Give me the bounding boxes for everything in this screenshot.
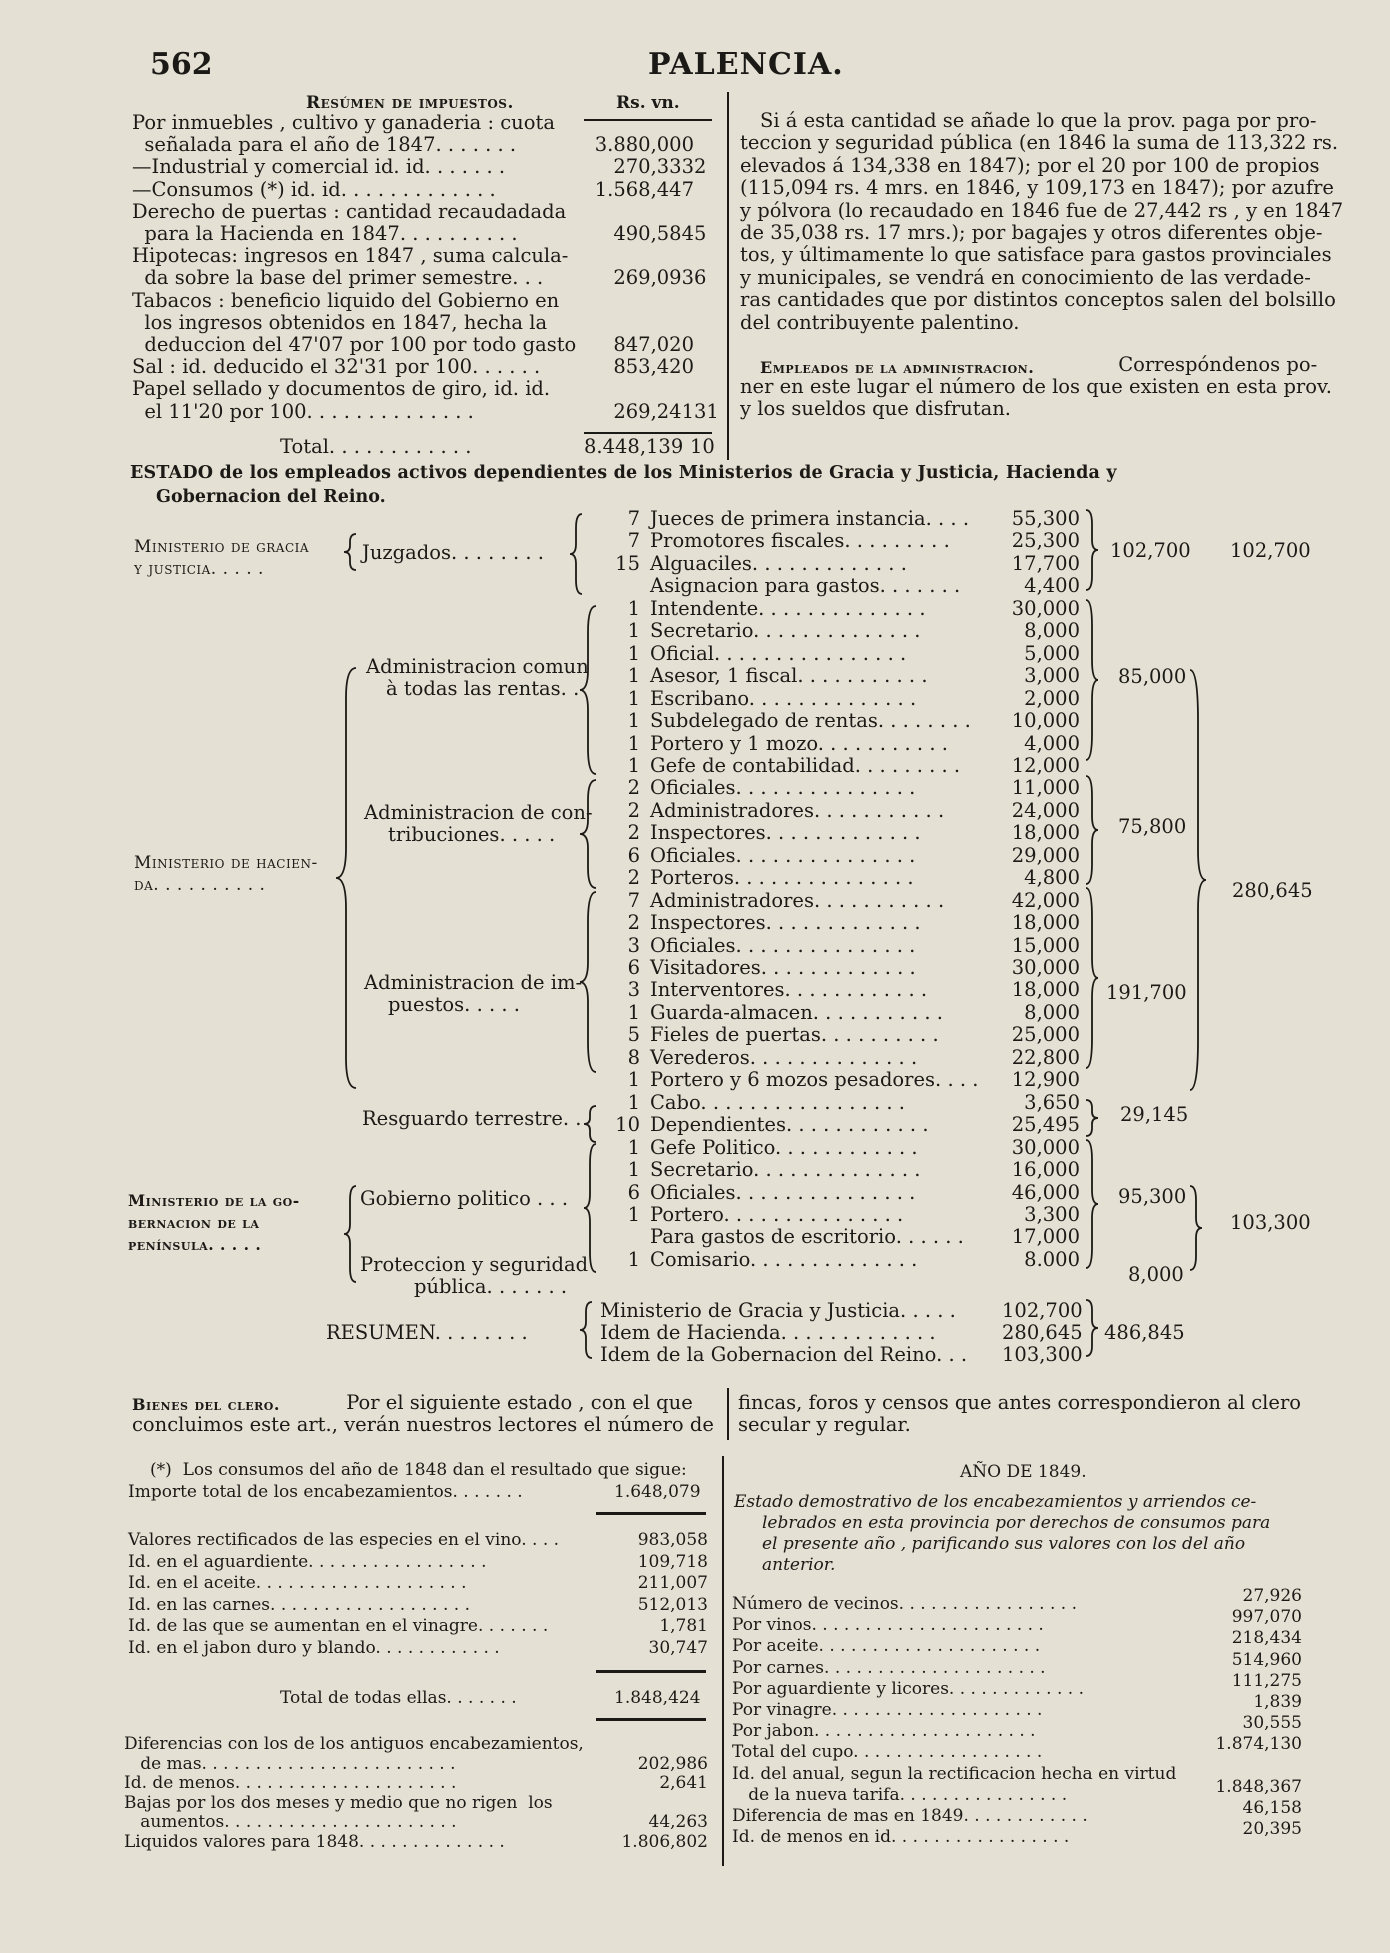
- item-amount: 2,000: [1024, 686, 1080, 710]
- anio-row-value: 27,926: [1242, 1586, 1302, 1606]
- item-description: Oficial. . . . . . . . . . . . . . . .: [650, 641, 907, 665]
- consumo-label: Id. en el aguardiente. . . . . . . . . . . . . . . . .: [128, 1551, 487, 1572]
- item-amount: 4,000: [1024, 731, 1080, 755]
- section-resguardo: Resguardo terrestre. .: [362, 1107, 582, 1130]
- consumo-value: 109,718: [637, 1551, 708, 1572]
- item-count: 6: [627, 843, 640, 867]
- item-amount: 42,000: [1011, 888, 1080, 912]
- anio-row-label: Por aguardiente y licores. . . . . . . . . . . . .: [732, 1678, 1085, 1699]
- brace-admin-comun: [580, 606, 596, 774]
- brace-hacienda: [336, 668, 356, 1088]
- item-count: 5: [627, 1023, 640, 1047]
- anio-subtitle-line: Estado demostrativo de los encabezamientos y arriendos ce-: [734, 1492, 1257, 1512]
- valores-rule: [596, 1670, 706, 1673]
- impuesto-label: para la Hacienda en 1847. . . . . . . . . .: [132, 222, 518, 245]
- item-count: 7: [627, 507, 640, 530]
- item-count: 1: [627, 596, 640, 620]
- section-juzgados: Juzgados. . . . . . . .: [362, 541, 544, 564]
- item-amount: 3,650: [1024, 1090, 1080, 1114]
- resumen-amt-2: 103,300: [1002, 1343, 1083, 1366]
- item-count: 6: [627, 1180, 640, 1204]
- item-description: Inspectores. . . . . . . . . . . . .: [650, 911, 921, 935]
- column-divider-mid: [727, 1388, 729, 1440]
- section-impuestos-1: Administracion de im-: [364, 971, 583, 994]
- anio-row-label: de la nueva tarifa. . . . . . . . . . . . . . . .: [732, 1784, 1068, 1805]
- item-amount: 25,300: [1011, 529, 1080, 553]
- consumo-label: Id. de las que se aumentan en el vinagre. . . . . . .: [128, 1616, 549, 1636]
- impuestos-title: Resúmen de impuestos.: [306, 93, 514, 113]
- impuestos-col-header: Rs. vn.: [616, 93, 680, 113]
- paragraph-line: ras cantidades que por distintos conceptos salen del bolsillo: [740, 288, 1336, 312]
- impuesto-cents: 6: [694, 266, 707, 290]
- brace-gracia: [344, 534, 356, 570]
- item-amount: 8.000: [1024, 1247, 1080, 1271]
- item-description: Jueces de primera instancia. . . .: [650, 507, 970, 530]
- subtotal-resguardo: 29,145: [1120, 1103, 1189, 1126]
- section-admin-comun-2: à todas las rentas. .: [386, 677, 580, 700]
- item-count: 10: [615, 1113, 640, 1137]
- consumo-value: 983,058: [637, 1530, 708, 1550]
- paragraph-line: y municipales, se vendrá en conocimiento de las verdade-: [740, 265, 1311, 289]
- item-count: 1: [627, 1158, 640, 1182]
- item-description: Porteros. . . . . . . . . . . . . . .: [650, 866, 914, 890]
- brace-r-hacienda: [1190, 670, 1206, 1090]
- item-amount: 4,400: [1024, 574, 1080, 598]
- diferencia-label: Bajas por los dos meses y medio que no rigen los: [124, 1792, 553, 1813]
- anio-row-value: 218,434: [1231, 1628, 1302, 1649]
- impuesto-value: 269,241: [613, 399, 694, 423]
- brace-contrib: [580, 780, 596, 888]
- bienes-right-1: secular y regular.: [738, 1413, 911, 1436]
- consumos-total-label: Total de todas ellas. . . . . . .: [280, 1688, 517, 1708]
- item-count: 1: [627, 1202, 640, 1226]
- item-amount: 16,000: [1011, 1158, 1080, 1182]
- anio-subtitle-line: anterior.: [762, 1555, 836, 1575]
- section-proteccion-1: Proteccion y seguridad: [360, 1253, 589, 1276]
- resumen-desc-2: Idem de la Gobernacion del Reino. . .: [600, 1343, 968, 1366]
- item-description: Portero. . . . . . . . . . . . . . .: [650, 1202, 904, 1226]
- item-amount: 15,000: [1011, 933, 1080, 957]
- item-description: Oficiales. . . . . . . . . . . . . . .: [650, 776, 916, 800]
- anio-row-value: 20,395: [1242, 1819, 1302, 1840]
- item-count: 2: [627, 798, 640, 822]
- item-amount: 22,800: [1011, 1045, 1080, 1069]
- consumo-value: 512,013: [637, 1594, 708, 1615]
- page-number: 562: [150, 47, 213, 82]
- item-count: 1: [627, 1135, 640, 1159]
- column-divider-bottom: [722, 1456, 724, 1866]
- paragraph-line: teccion y seguridad pública (en 1846 la suma de 113,322 rs.: [740, 131, 1339, 155]
- ministry-gobernacion-line1: Ministerio de la go-: [128, 1191, 300, 1210]
- anio-row-value: 111,275: [1231, 1670, 1302, 1691]
- total-gracia: 102,700: [1230, 539, 1311, 562]
- ministry-gobernacion-line3: península. . . . .: [128, 1235, 262, 1254]
- empleados-text-1: ner en este lugar el número de los que existen en esta prov.: [740, 375, 1332, 398]
- item-amount: 18,000: [1011, 978, 1080, 1002]
- anio-row-value: 1,839: [1253, 1692, 1302, 1712]
- estado-title-line1: ESTADO de los empleados activos dependientes de los Ministerios de Gracia y Justicia, Hacienda y: [130, 463, 1117, 483]
- item-description: Inspectores. . . . . . . . . . . . .: [650, 821, 921, 845]
- section-admin-comun-1: Administracion comun: [366, 655, 589, 678]
- diferencia-value: 44,263: [648, 1812, 708, 1833]
- paragraph-line: elevados á 134,338 en 1847); por el 20 por 100 de propios: [740, 153, 1320, 177]
- consumo-label: Id. en el aceite. . . . . . . . . . . . . . . . . . . .: [128, 1573, 467, 1593]
- item-amount: 55,300: [1011, 507, 1080, 530]
- consumo-value: 211,007: [637, 1573, 708, 1593]
- item-description: Cabo. . . . . . . . . . . . . . . . .: [650, 1090, 905, 1114]
- brace-r-gobernacion: [1190, 1186, 1202, 1270]
- impuesto-label: Tabacos : beneficio liquido del Gobierno en: [132, 288, 560, 312]
- item-description: Administradores. . . . . . . . . . .: [650, 798, 945, 822]
- resumen-amt-0: 102,700: [1002, 1299, 1083, 1322]
- item-count: 2: [627, 776, 640, 800]
- ministry-gobernacion-line2: bernacion de la: [128, 1213, 260, 1232]
- item-count: 7: [627, 529, 640, 553]
- item-amount: 25,495: [1011, 1113, 1080, 1137]
- impuesto-label: Derecho de puertas : cantidad recaudadada: [132, 199, 567, 223]
- item-amount: 29,000: [1011, 843, 1080, 867]
- subtotal-contrib: 75,800: [1118, 815, 1187, 838]
- impuesto-cents: 5: [694, 222, 707, 245]
- item-count: 1: [627, 731, 640, 755]
- anio-row-value: 30,555: [1242, 1713, 1302, 1734]
- item-description: Intendente. . . . . . . . . . . . . .: [650, 596, 926, 620]
- item-description: Visitadores. . . . . . . . . . . . .: [650, 956, 916, 979]
- item-count: 1: [627, 1068, 640, 1092]
- item-description: Interventores. . . . . . . . . . . .: [650, 978, 928, 1002]
- impuestos-total-label: Total. . . . . . . . . . . .: [280, 435, 472, 458]
- diferencia-value: 202,986: [637, 1753, 708, 1774]
- anio-row-label: Número de vecinos. . . . . . . . . . . . . . . . .: [732, 1594, 1077, 1614]
- anio-row-value: 514,960: [1231, 1649, 1302, 1670]
- anio-row-label: Id. del anual, segun la rectificacion hecha en virtud: [732, 1763, 1177, 1784]
- subtotal-proteccion: 8,000: [1128, 1263, 1184, 1286]
- item-amount: 8,000: [1024, 1000, 1080, 1024]
- item-count: 1: [627, 753, 640, 777]
- item-description: Dependientes. . . . . . . . . . . .: [650, 1113, 929, 1137]
- subtotal-impuestos: 191,700: [1106, 981, 1187, 1004]
- item-amount: 25,000: [1011, 1023, 1080, 1047]
- empleados-heading: Empleados de la administracion.: [760, 358, 1035, 377]
- impuesto-label: Sal : id. deducido el 32'31 por 100. . . . . .: [132, 355, 541, 379]
- anio-title: AÑO DE 1849.: [960, 1462, 1087, 1482]
- consumo-label: Id. en el jabon duro y blando. . . . . . . . . . . .: [128, 1637, 500, 1658]
- section-proteccion-2: pública. . . . . . .: [414, 1275, 568, 1298]
- item-count: 15: [615, 551, 640, 575]
- item-description: Para gastos de escritorio. . . . . .: [650, 1225, 964, 1249]
- impuesto-label: da sobre la base del primer semestre. . .: [132, 266, 544, 290]
- item-description: Secretario. . . . . . . . . . . . . .: [650, 619, 921, 643]
- paragraph-line: del contribuyente palentino.: [740, 310, 1020, 334]
- subtotal-juzgados: 102,700: [1110, 539, 1191, 562]
- brace-juzgados: [570, 514, 582, 594]
- bienes-right-0: fincas, foros y censos que antes correspondieron al clero: [738, 1391, 1302, 1414]
- item-description: Comisario. . . . . . . . . . . . . .: [650, 1247, 918, 1271]
- item-description: Subdelegado de rentas. . . . . . . .: [650, 709, 971, 733]
- subtotal-gob-politico: 95,300: [1118, 1185, 1187, 1208]
- diferencia-label: Id. de menos. . . . . . . . . . . . . . . . . . . . .: [124, 1773, 457, 1794]
- impuesto-label: —Industrial y comercial id. id. . . . . . .: [132, 155, 506, 179]
- item-amount: 3,000: [1024, 664, 1080, 688]
- resumen-total: 486,845: [1104, 1321, 1185, 1344]
- item-count: 1: [627, 1090, 640, 1114]
- total-gobernacion: 103,300: [1230, 1211, 1311, 1234]
- item-count: 3: [627, 933, 640, 957]
- item-amount: 17,700: [1011, 551, 1080, 575]
- ministry-hacienda-line2: da. . . . . . . . . .: [134, 875, 266, 895]
- resumen-amt-1: 280,645: [1002, 1321, 1083, 1344]
- brace-resumen: [580, 1302, 592, 1358]
- item-count: 1: [627, 709, 640, 733]
- paragraph-line: de 35,038 rs. 17 mrs.); por bagajes y otros diferentes obje-: [740, 221, 1323, 244]
- item-count: 7: [627, 888, 640, 912]
- item-count: 2: [627, 821, 640, 845]
- impuesto-label: el 11'20 por 100. . . . . . . . . . . . . .: [132, 399, 474, 423]
- anio-row-label: Diferencia de mas en 1849. . . . . . . . . . . .: [732, 1806, 1088, 1826]
- impuesto-value: 270,333: [613, 155, 694, 179]
- diferencia-value: 1.806,802: [621, 1832, 708, 1852]
- anio-subtitle-line: lebrados en esta provincia por derechos de consumos para: [762, 1513, 1271, 1533]
- section-impuestos-2: puestos. . . . .: [388, 993, 520, 1016]
- diferencia-label: Liquidos valores para 1848. . . . . . . . . . . . . .: [124, 1832, 505, 1852]
- item-amount: 5,000: [1024, 641, 1080, 665]
- item-count: 1: [627, 664, 640, 688]
- diferencia-label: de mas. . . . . . . . . . . . . . . . . . . . . . . .: [124, 1753, 456, 1774]
- impuesto-value: 490,584: [613, 222, 694, 245]
- item-amount: 46,000: [1011, 1180, 1080, 1204]
- item-amount: 3,300: [1024, 1202, 1080, 1226]
- anio-subtitle-line: el presente año , parificando sus valores con los del año: [762, 1534, 1246, 1554]
- item-description: Oficiales. . . . . . . . . . . . . . .: [650, 933, 916, 957]
- impuesto-label: señalada para el año de 1847. . . . . . .: [132, 133, 517, 157]
- impuesto-label: deduccion del 47'07 por 100 por todo gasto: [132, 333, 577, 356]
- total-rule-2: [596, 1718, 706, 1721]
- impuesto-label: —Consumos (*) id. id. . . . . . . . . . . . .: [132, 177, 496, 201]
- impuestos-total-cents: 10: [690, 435, 715, 458]
- item-description: Oficiales. . . . . . . . . . . . . . .: [650, 843, 916, 867]
- item-count: 1: [627, 1000, 640, 1024]
- item-count: 1: [627, 1247, 640, 1271]
- item-description: Administradores. . . . . . . . . . .: [650, 888, 945, 912]
- anio-row-label: Por jabon. . . . . . . . . . . . . . . . . . . . .: [732, 1721, 1036, 1742]
- importe-rule: [596, 1512, 706, 1515]
- item-count: 6: [627, 956, 640, 979]
- item-description: Escribano. . . . . . . . . . . . . .: [650, 686, 917, 710]
- impuesto-value: 3.880,000: [594, 133, 694, 157]
- item-count: 2: [627, 911, 640, 935]
- impuesto-label: los ingresos obtenidos en 1847, hecha la: [132, 310, 548, 334]
- brace-r-resumen: [1086, 1300, 1098, 1356]
- resumen-label: RESUMEN. . . . . . . .: [326, 1321, 528, 1344]
- consumo-value: 30,747: [648, 1637, 708, 1658]
- anio-row-label: Total del cupo. . . . . . . . . . . . . . . . . .: [732, 1742, 1043, 1763]
- paragraph-line: (115,094 rs. 4 mrs. en 1846, y 109,173 en 1847); por azufre: [740, 176, 1334, 200]
- paragraph-line: y pólvora (lo recaudado en 1846 fue de 27,442 rs , y en 1847: [740, 198, 1344, 222]
- item-amount: 4,800: [1024, 866, 1080, 890]
- consumos-importe-label: Importe total de los encabezamientos. . . . . . .: [128, 1482, 523, 1502]
- item-amount: 30,000: [1011, 956, 1080, 979]
- bienes-left-1: concluimos este art., verán nuestros lectores el número de: [132, 1413, 714, 1436]
- item-amount: 17,000: [1011, 1225, 1080, 1249]
- anio-row-label: Id. de menos en id. . . . . . . . . . . . . . . . .: [732, 1827, 1070, 1848]
- empleados-text-0: Correspóndenos po-: [1112, 353, 1318, 376]
- impuestos-total-value: 8.448,139: [584, 435, 684, 458]
- page-title: PALENCIA.: [648, 47, 844, 82]
- item-amount: 8,000: [1024, 619, 1080, 643]
- item-description: Guarda-almacen. . . . . . . . . . .: [650, 1000, 943, 1024]
- consumos-intro: (*) Los consumos del año de 1848 dan el resultado que sigue:: [150, 1460, 687, 1480]
- consumo-value: 1,781: [659, 1616, 708, 1636]
- item-count: 1: [627, 619, 640, 643]
- ministry-hacienda-line1: Ministerio de hacien-: [134, 853, 318, 873]
- item-description: Asesor, 1 fiscal. . . . . . . . . . .: [650, 664, 928, 688]
- item-description: Gefe Politico. . . . . . . . . . . .: [650, 1135, 918, 1159]
- impuesto-label: Por inmuebles , cultivo y ganaderia : cuota: [132, 111, 555, 134]
- anio-row-value: 1.848,367: [1215, 1776, 1302, 1797]
- empleados-text-2: y los sueldos que disfrutan.: [740, 397, 1011, 420]
- bienes-left-0: Por el siguiente estado , con el que: [340, 1391, 693, 1414]
- item-count: 1: [627, 686, 640, 710]
- item-description: Promotores fiscales. . . . . . . . .: [650, 529, 950, 553]
- bienes-heading: Bienes del clero.: [132, 1395, 280, 1414]
- diferencia-value: 2,641: [659, 1773, 708, 1794]
- impuesto-cents: 2: [694, 155, 707, 179]
- impuesto-value: 853,420: [613, 355, 694, 379]
- item-description: Verederos. . . . . . . . . . . . . .: [650, 1045, 918, 1069]
- item-amount: 30,000: [1011, 596, 1080, 620]
- impuesto-value: 847,020: [613, 333, 694, 356]
- item-amount: 18,000: [1011, 911, 1080, 935]
- impuesto-value: 269,093: [613, 266, 694, 290]
- item-description: Secretario. . . . . . . . . . . . . .: [650, 1158, 921, 1182]
- item-amount: 12,900: [1011, 1068, 1080, 1092]
- total-hacienda: 280,645: [1232, 879, 1313, 902]
- consumo-label: Valores rectificados de las especies en el vino. . . .: [128, 1530, 560, 1550]
- section-contrib-1: Administracion de con-: [364, 801, 593, 824]
- brace-resguardo: [584, 1106, 596, 1142]
- anio-row-label: Por vinos. . . . . . . . . . . . . . . . . . . . . .: [732, 1615, 1044, 1636]
- item-amount: 12,000: [1011, 753, 1080, 777]
- item-count: 8: [627, 1045, 640, 1069]
- item-count: 1: [627, 641, 640, 665]
- consumo-label: Id. en las carnes. . . . . . . . . . . . . . . . . . .: [128, 1594, 470, 1615]
- item-description: Asignacion para gastos. . . . . . .: [650, 574, 961, 598]
- resumen-desc-0: Ministerio de Gracia y Justicia. . . . .: [600, 1299, 956, 1322]
- anio-row-value: 1.874,130: [1215, 1734, 1302, 1755]
- impuesto-label: Hipotecas: ingresos en 1847 , suma calcula-: [132, 244, 569, 268]
- anio-row-label: Por vinagre. . . . . . . . . . . . . . . . . . . .: [732, 1700, 1043, 1720]
- item-description: Gefe de contabilidad. . . . . . . . .: [650, 753, 961, 777]
- brace-impuestos: [580, 892, 596, 1072]
- anio-row-label: Por aceite. . . . . . . . . . . . . . . . . . . . .: [732, 1636, 1041, 1657]
- item-description: Alguaciles. . . . . . . . . . . . .: [650, 551, 907, 575]
- section-contrib-2: tribuciones. . . . .: [388, 823, 556, 846]
- diferencia-label: Diferencias con los de los antiguos encabezamientos,: [124, 1734, 584, 1754]
- item-description: Fieles de puertas. . . . . . . . . .: [650, 1023, 939, 1047]
- consumos-importe-value: 1.648,079: [614, 1482, 701, 1502]
- subtotal-admin-comun: 85,000: [1118, 665, 1187, 688]
- anio-row-value: 997,070: [1231, 1607, 1302, 1628]
- section-gob-politico: Gobierno politico . . .: [360, 1187, 569, 1210]
- item-amount: 24,000: [1011, 798, 1080, 822]
- paragraph-line: Si á esta cantidad se añade lo que la prov. paga por pro-: [760, 109, 1317, 132]
- item-description: Portero y 1 mozo. . . . . . . . . . .: [650, 731, 948, 755]
- item-amount: 10,000: [1011, 709, 1080, 733]
- item-amount: 30,000: [1011, 1135, 1080, 1159]
- item-amount: 11,000: [1011, 776, 1080, 800]
- consumos-total-value: 1.848,424: [614, 1688, 701, 1708]
- item-amount: 18,000: [1011, 821, 1080, 845]
- anio-row-value: 46,158: [1242, 1798, 1302, 1818]
- item-count: 2: [627, 866, 640, 890]
- brace-gobernacion: [344, 1186, 356, 1282]
- impuesto-cents: 31: [694, 399, 719, 423]
- anio-row-label: Por carnes. . . . . . . . . . . . . . . . . . . . .: [732, 1657, 1046, 1678]
- impuesto-value: 1.568,447: [594, 177, 694, 201]
- ministry-gracia-line1: Ministerio de gracia: [134, 537, 310, 557]
- item-count: 3: [627, 978, 640, 1002]
- impuesto-label: Papel sellado y documentos de giro, id. id.: [132, 377, 551, 401]
- item-description: Portero y 6 mozos pesadores. . . .: [650, 1068, 979, 1092]
- empleados-items: [600, 508, 1090, 1288]
- paragraph-line: tos, y últimamente lo que satisface para gastos provinciales: [740, 243, 1332, 267]
- estado-title-line2: Gobernacion del Reino.: [156, 487, 386, 507]
- resumen-desc-1: Idem de Hacienda. . . . . . . . . . . . .: [600, 1321, 936, 1344]
- diferencia-label: aumentos. . . . . . . . . . . . . . . . . . . . . .: [124, 1812, 457, 1833]
- ministry-gracia-line2: y justicia. . . . .: [134, 559, 264, 579]
- item-description: Oficiales. . . . . . . . . . . . . . .: [650, 1180, 916, 1204]
